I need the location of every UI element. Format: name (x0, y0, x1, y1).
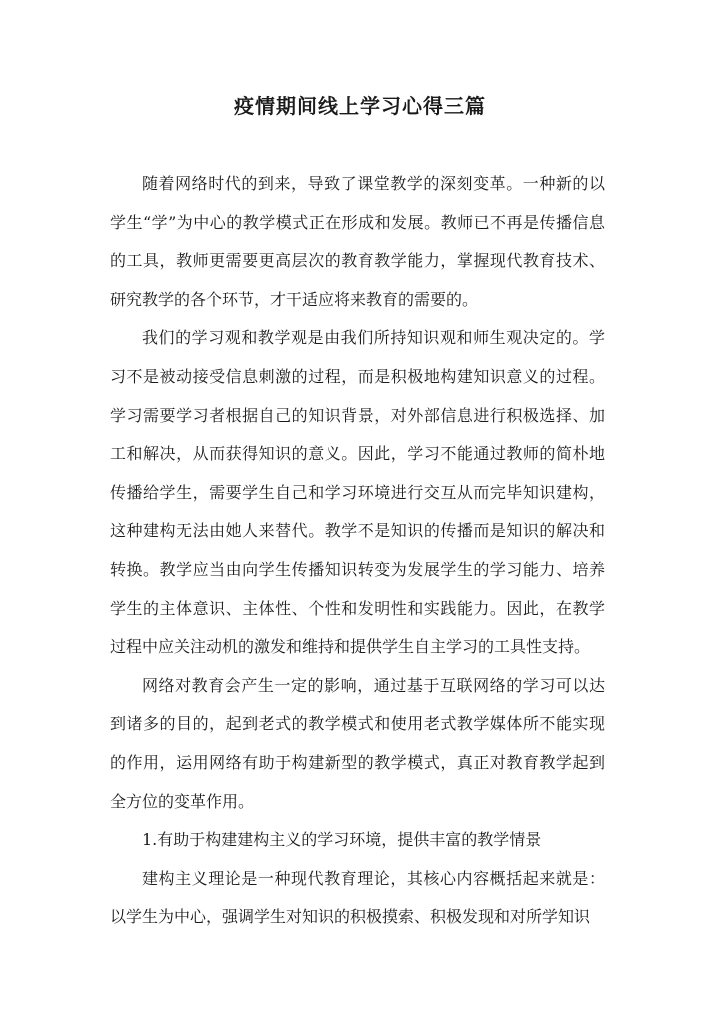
paragraph: 建构主义理论是一种现代教育理论，其核心内容概括起来就是：以学生为中心，强调学生对知识的积极摸索、积极发现和对所学知识 (110, 868, 605, 927)
paragraph: 我们的学习观和教学观是由我们所持知识观和师生观决定的。学习不是被动接受信息刺激的过程，而是积极地构建知识意义的过程。学习需要学习者根据自己的知识背景，对外部信息进行积极选择、加工和解决，从而获得知识的意义。因此，学习不能通过教师的简朴地传播给学生，需要学生自己和学习环境进行交互从而完毕知识建构，这种建构无法由她人来替代。教学不是知识的传播而是知识的解决和转换。教学应当由向学生传播知识转变为发展学生的学习能力、培养学生的主体意识、主体性、个性和发明性和实践能力。因此，在教学过程中应关注动机的激发和维持和提供学生自主学习的工具性支持。 (110, 328, 605, 657)
paragraph: 随着网络时代的到来，导致了课堂教学的深刻变革。一种新的以学生“学”为中心的教学模式正在形成和发展。教师已不再是传播信息的工具，教师更需要更高层次的教育教学能力，掌握现代教育技术、研究教学的各个环节，才干适应将来教育的需要的。 (110, 174, 605, 309)
paragraph: 网络对教育会产生一定的影响，通过基于互联网络的学习可以达到诸多的目的，起到老式的教学模式和使用老式教学媒体所不能实现的作用，运用网络有助于构建新型的教学模式，真正对教育教学起到全方位的变革作用。 (110, 675, 605, 811)
document-title: 疫情期间线上学习心得三篇 (234, 94, 486, 118)
document-body (110, 165, 605, 937)
section-heading: 1.有助于构建建构主义的学习环境，提供丰富的教学情景 (142, 830, 542, 850)
